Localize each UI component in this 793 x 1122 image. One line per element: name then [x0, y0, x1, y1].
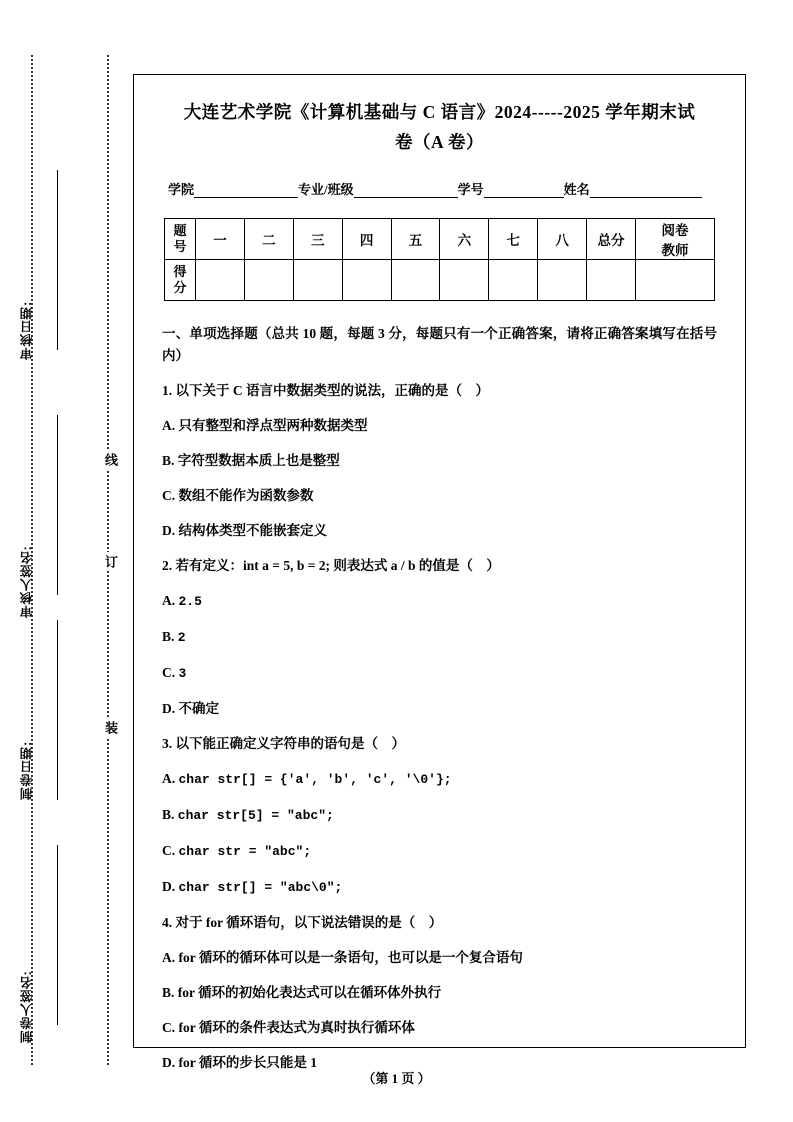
- margin-rule-0: [57, 170, 58, 350]
- question-2-option-C[interactable]: [162, 663, 717, 684]
- section-heading: 一、单项选择题（总共 10 题，每题 3 分，每题只有一个正确答案，请将正确答案填写在括号内）: [162, 326, 717, 363]
- question-3-option-B[interactable]: [162, 805, 717, 826]
- option-text: char str[] = "abc\0";: [178, 880, 343, 895]
- margin-label-3: 制卷人签名:: [20, 970, 34, 1043]
- option-key: B.: [162, 807, 178, 822]
- score-table-cell-1[interactable]: [244, 260, 293, 301]
- option-text: char str[5] = "abc";: [177, 808, 334, 823]
- question-4-option-B[interactable]: [162, 983, 717, 1003]
- fold-mark-1: 订: [96, 552, 120, 571]
- question-1-option-B[interactable]: [162, 451, 717, 471]
- score-table-header-grader: 阅卷 教师: [636, 219, 715, 260]
- score-table-header-0: 一: [196, 219, 245, 260]
- margin-rule-2: [57, 620, 58, 800]
- score-table-header-1: 二: [244, 219, 293, 260]
- score-table-cell-2[interactable]: [293, 260, 342, 301]
- option-key: B.: [162, 985, 178, 1000]
- question-1-option-D[interactable]: [162, 521, 717, 541]
- field-student-id: [458, 179, 564, 198]
- option-text: for 循环的步长只能是 1: [178, 1055, 317, 1070]
- option-key: D.: [162, 1055, 179, 1070]
- option-key: B.: [162, 629, 178, 644]
- margin-rule-1: [57, 415, 58, 595]
- field-name-input[interactable]: [590, 184, 702, 198]
- score-table-header-8: 总分: [587, 219, 636, 260]
- field-college-input[interactable]: [194, 184, 298, 198]
- margin-annotations: [18, 60, 64, 1060]
- question-4-option-A[interactable]: [162, 948, 717, 968]
- student-info-row: [158, 179, 721, 198]
- option-key: A.: [162, 771, 179, 786]
- field-college: [168, 179, 298, 198]
- score-table-cell-6[interactable]: [489, 260, 538, 301]
- score-table-cell-7[interactable]: [538, 260, 587, 301]
- option-text: 数组不能作为函数参数: [178, 488, 314, 503]
- option-key: A.: [162, 418, 179, 433]
- score-table-cell-5[interactable]: [440, 260, 489, 301]
- score-table-row-label-score: 得 分: [165, 260, 196, 301]
- option-key: D.: [162, 701, 179, 716]
- option-key: C.: [162, 843, 179, 858]
- option-text: 结构体类型不能嵌套定义: [178, 523, 327, 538]
- question-3-option-A[interactable]: [162, 769, 717, 790]
- field-student-id-label: 学号: [457, 182, 484, 197]
- score-table-cell-4[interactable]: [391, 260, 440, 301]
- score-table-header-4: 五: [391, 219, 440, 260]
- question-stem-2: 2. 若有定义：int a = 5, b = 2; 则表达式 a / b 的值是（ ）: [162, 558, 500, 573]
- question-2-option-A[interactable]: [162, 591, 717, 612]
- score-table-cell-0[interactable]: [196, 260, 245, 301]
- option-text: 2.5: [178, 594, 202, 609]
- score-table-header-7: 八: [538, 219, 587, 260]
- field-major-class-input[interactable]: [354, 184, 458, 198]
- questions-container: [158, 323, 721, 1073]
- table-row: [165, 219, 715, 260]
- score-table-cell-9[interactable]: [636, 260, 715, 301]
- field-college-label: 学院: [168, 182, 195, 197]
- option-text: 不确定: [178, 701, 219, 716]
- field-major-class: [298, 179, 458, 198]
- fold-mark-0: 线: [96, 450, 120, 469]
- option-text: for 循环的初始化表达式可以在循环体外执行: [177, 985, 442, 1000]
- fold-mark-2: 装: [96, 718, 120, 737]
- option-text: 3: [178, 666, 187, 681]
- option-key: C.: [162, 665, 179, 680]
- margin-rule-3: [57, 845, 58, 1025]
- score-table-header-2: 三: [293, 219, 342, 260]
- score-table-header-5: 六: [440, 219, 489, 260]
- question-stem-4: 4. 对于 for 循环语句，以下说法错误的是（ ）: [162, 915, 443, 930]
- score-table: [164, 218, 715, 301]
- option-key: A.: [162, 593, 179, 608]
- margin-label-1: 审核人签名:: [20, 545, 34, 618]
- option-text: 字符型数据本质上也是整型: [177, 453, 340, 468]
- score-table-header-6: 七: [489, 219, 538, 260]
- field-name-label: 姓名: [563, 182, 590, 197]
- question-list: [162, 381, 717, 1073]
- score-table-wrapper: [158, 218, 721, 301]
- field-name: [564, 179, 702, 198]
- question-1-option-C[interactable]: [162, 486, 717, 506]
- score-table-cell-8[interactable]: [587, 260, 636, 301]
- score-table-header-3: 四: [342, 219, 391, 260]
- question-4-option-C[interactable]: [162, 1018, 717, 1038]
- question-3-option-C[interactable]: [162, 841, 717, 862]
- option-text: for 循环的循环体可以是一条语句，也可以是一个复合语句: [178, 950, 523, 965]
- option-text: char str = "abc";: [178, 844, 312, 859]
- exam-frame: [133, 74, 746, 1070]
- score-table-row-label-question: 题 号: [165, 219, 196, 260]
- page-title-line1: 大连艺术学院《计算机基础与 C 语言》2024-----2025 学年期末试: [183, 102, 696, 122]
- table-row: [165, 260, 715, 301]
- score-table-cell-3[interactable]: [342, 260, 391, 301]
- option-text: 只有整型和浮点型两种数据类型: [178, 418, 368, 433]
- field-major-class-label: 专业/班级: [298, 182, 354, 197]
- option-text: char str[] = {'a', 'b', 'c', '\0'};: [178, 772, 452, 787]
- margin-label-0: 审核日期:: [20, 300, 34, 360]
- question-stem-3: 3. 以下能正确定义字符串的语句是（ ）: [162, 736, 405, 751]
- option-text: for 循环的条件表达式为真时执行循环体: [178, 1020, 415, 1035]
- option-key: A.: [162, 950, 179, 965]
- page-footer: （第 1 页 ）: [362, 1071, 431, 1086]
- question-2-option-B[interactable]: [162, 627, 717, 648]
- option-key: D.: [162, 879, 179, 894]
- question-stem-1: 1. 以下关于 C 语言中数据类型的说法，正确的是（ ）: [162, 383, 489, 398]
- question-2-option-D[interactable]: [162, 699, 717, 719]
- option-text: 2: [177, 630, 186, 645]
- question-3-option-D[interactable]: [162, 877, 717, 898]
- option-key: B.: [162, 453, 178, 468]
- option-key: C.: [162, 1020, 179, 1035]
- margin-label-2: 制卷日期:: [20, 740, 34, 800]
- option-key: D.: [162, 523, 179, 538]
- option-key: C.: [162, 488, 179, 503]
- field-student-id-input[interactable]: [484, 184, 564, 198]
- page-title-line2: 卷（A 卷）: [394, 132, 485, 152]
- question-1-option-A[interactable]: [162, 416, 717, 436]
